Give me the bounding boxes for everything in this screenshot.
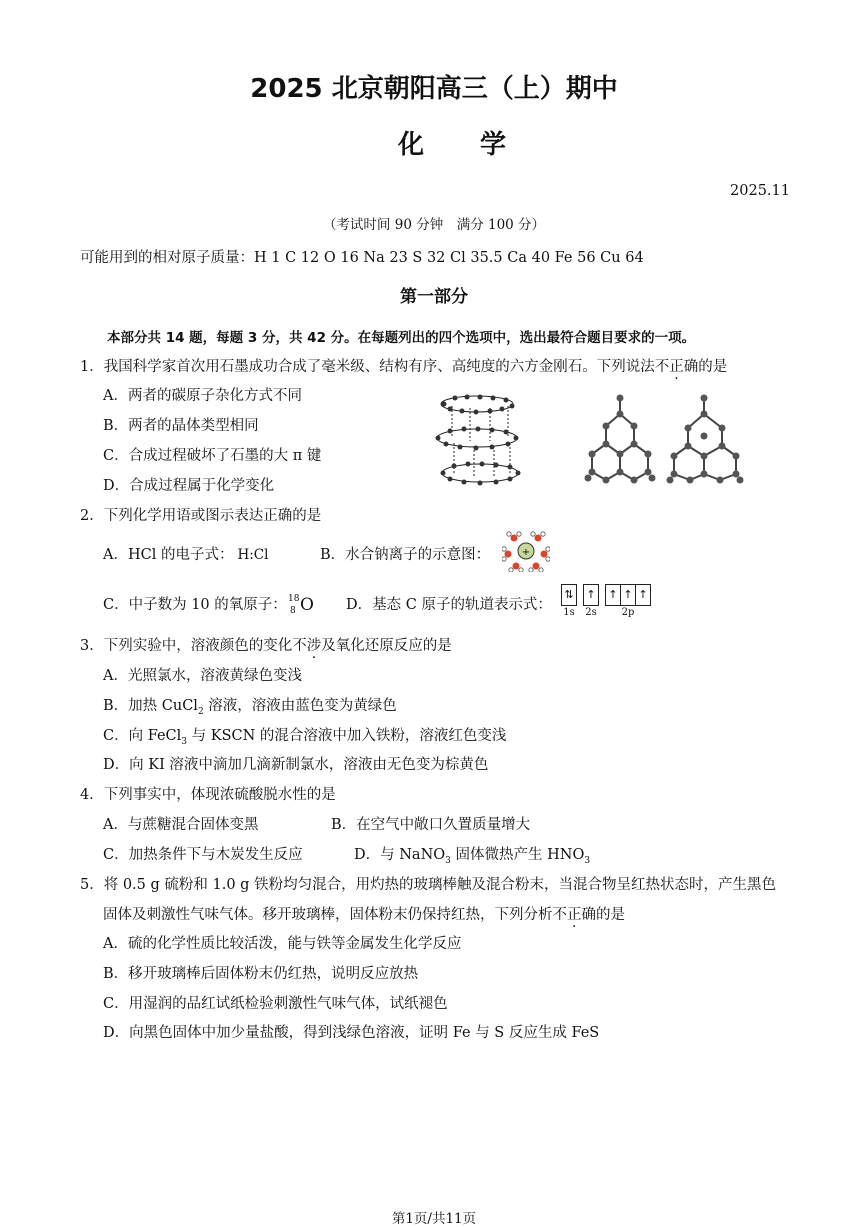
question-3-stem: 3．下列实验中，溶液颜色的变化不涉及氧化还原反应的是 bbox=[80, 638, 452, 654]
part-instruction: 本部分共 14 题，每题 3 分，共 42 分。在每题列出的四个选项中，选出最符合题目要求的一项。 bbox=[107, 330, 696, 346]
q3-option-b: B．加热 CuCl$_2$ 溶液，溶液由蓝色变为黄绿色 bbox=[103, 698, 397, 717]
exam-info: （考试时间 90 分钟 满分 100 分） bbox=[322, 217, 546, 233]
q3-option-a: A．光照氯水，溶液黄绿色变浅 bbox=[103, 668, 302, 684]
orbital-2p-box: ↑ bbox=[620, 585, 635, 605]
part-heading: 第一部分 bbox=[400, 287, 468, 307]
orbital-1s-box: ⇅ bbox=[564, 588, 574, 601]
orbital-2p-box: ↑ bbox=[608, 588, 618, 601]
diamond-structure-figure bbox=[580, 392, 660, 486]
q5-option-d: D．向黑色固体中加少量盐酸，得到浅绿色溶液，证明 Fe 与 S 反应生成 FeS bbox=[103, 1025, 600, 1041]
atomic-masses: 可能用到的相对原子质量：H 1 C 12 O 16 Na 23 S 32 Cl 35.5 Ca 40 Fe 56 Cu 64 bbox=[80, 250, 644, 266]
q4-option-b: B．在空气中敞口久置质量增大 bbox=[331, 817, 531, 833]
page-number: 第1页/共11页 bbox=[391, 1211, 477, 1227]
svg-text:+: + bbox=[521, 547, 531, 558]
q1-option-c: C．合成过程破坏了石墨的大 π 键 bbox=[103, 448, 322, 464]
emphasis-text: 不正确 bbox=[552, 907, 596, 923]
exam-title: 2025 北京朝阳高三（上）期中 bbox=[250, 74, 618, 104]
orbital-2p-box: ↑ bbox=[635, 585, 650, 605]
q5-option-c: C．用湿润的品红试纸检验刺激性气味气体，试纸褪色 bbox=[103, 996, 448, 1012]
orbital-2s-box: ↑ bbox=[586, 588, 596, 601]
subject-title: 化学 bbox=[398, 130, 563, 160]
question-4-stem: 4．下列事实中，体现浓硫酸脱水性的是 bbox=[80, 787, 336, 803]
hcl-electron-formula: H:Cl bbox=[237, 547, 269, 563]
carbon-orbital-diagram: ⇅ 1s ↑ 2s ↑ ↑ ↑ 2p bbox=[561, 584, 651, 618]
q4-option-d: D．与 NaNO$_3$ 固体微热产生 $HNO_3$ bbox=[354, 847, 591, 866]
emphasis-text: 不涉及 bbox=[292, 638, 336, 654]
hydrated-sodium-ion-figure bbox=[502, 530, 550, 572]
q4-option-c: C．加热条件下与木炭发生反应 bbox=[103, 847, 303, 863]
graphite-structure-figure bbox=[430, 388, 530, 490]
question-1-stem: 1．我国科学家首次用石墨成功合成了毫米级、结构有序、高纯度的六方金刚石。下列说法不正确的是 bbox=[80, 359, 728, 375]
q3-option-c: C．向 FeCl$_3$ 与 KSCN 的混合溶液中加入铁粉，溶液红色变浅 bbox=[103, 728, 507, 747]
hexagonal-diamond-figure bbox=[664, 392, 746, 486]
exam-date: 2025.11 bbox=[730, 183, 790, 199]
q4-option-a: A．与蔗糖混合固体变黑 bbox=[103, 817, 259, 833]
question-5-stem: 5．将 0.5 g 硫粉和 1.0 g 铁粉均匀混合，用灼热的玻璃棒触及混合粉末，当混合物呈红热状态时，产生黑色 bbox=[80, 877, 777, 893]
question-2-stem: 2．下列化学用语或图示表达正确的是 bbox=[80, 508, 322, 524]
emphasis-text: 不正确 bbox=[654, 359, 699, 375]
q2-option-b: B．水合钠离子的示意图： bbox=[320, 547, 491, 563]
q1-option-d: D．合成过程属于化学变化 bbox=[103, 478, 275, 494]
q3-option-d: D．向 KI 溶液中滴加几滴新制氯水，溶液由无色变为棕黄色 bbox=[103, 757, 489, 773]
q5-option-b: B．移开玻璃棒后固体粉末仍红热，说明反应放热 bbox=[103, 966, 419, 982]
q2-option-a: A．HCl 的电子式： H:Cl bbox=[103, 547, 269, 563]
q2-option-c: C．中子数为 10 的氧原子： bbox=[103, 597, 287, 613]
q5-option-a: A．硫的化学性质比较活泼，能与铁等金属发生化学反应 bbox=[103, 936, 462, 952]
q1-option-a: A．两者的碳原子杂化方式不同 bbox=[103, 388, 302, 404]
question-5-stem-cont: 固体及刺激性气味气体。移开玻璃棒，固体粉末仍保持红热，下列分析不正确的是 bbox=[103, 907, 625, 923]
oxygen-18-symbol: 18 8 O bbox=[288, 594, 314, 616]
q2-option-d: D．基态 C 原子的轨道表示式： bbox=[346, 597, 552, 613]
q1-option-b: B．两者的晶体类型相同 bbox=[103, 418, 259, 434]
